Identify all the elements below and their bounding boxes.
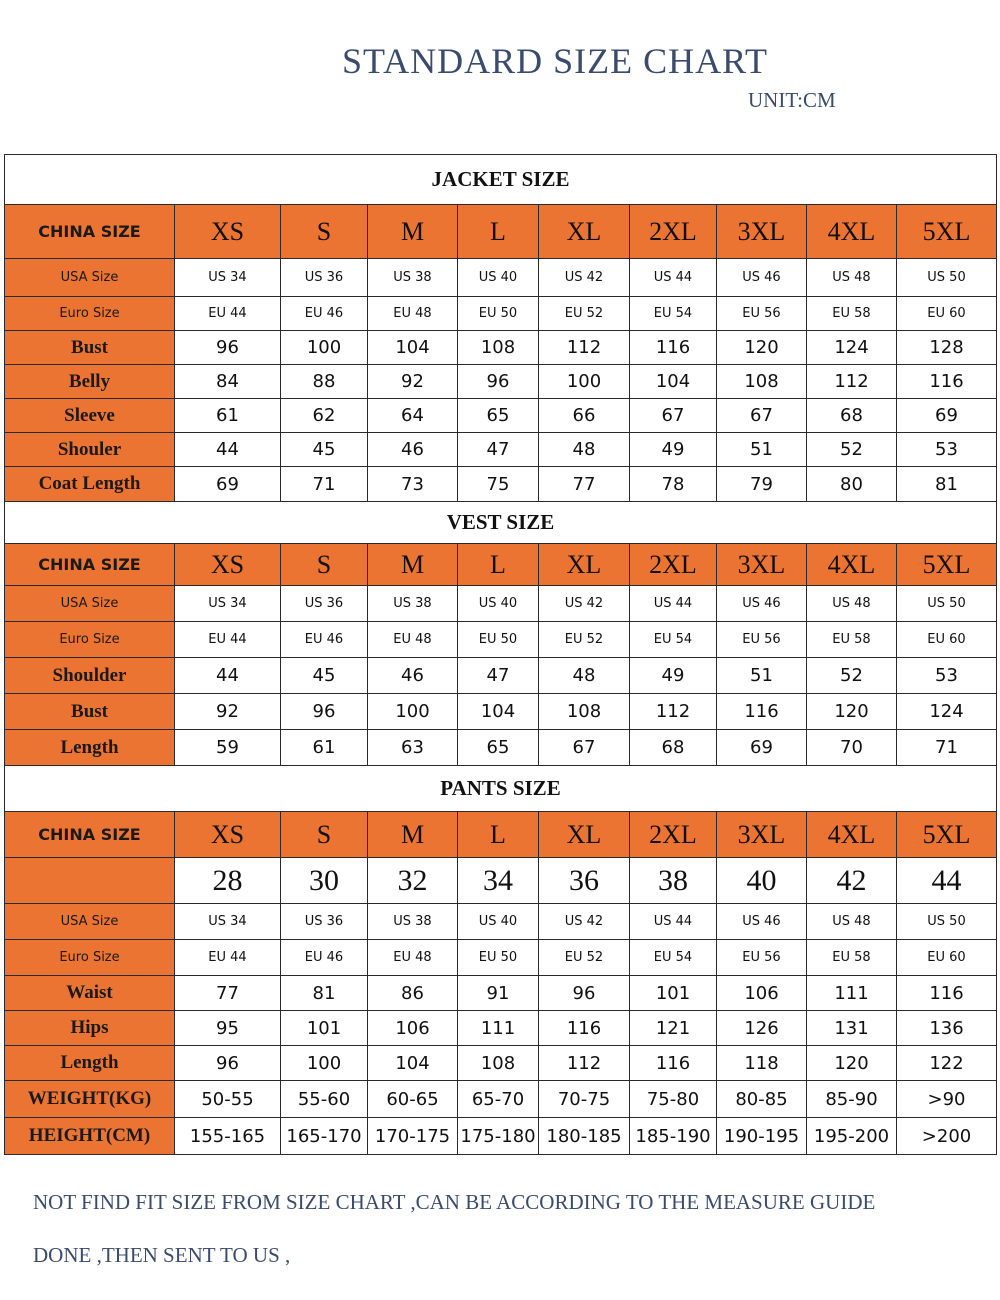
euro-size-cell: EU 60 bbox=[897, 297, 997, 331]
measurement-label: Sleeve bbox=[5, 399, 175, 433]
measurement-cell: 81 bbox=[897, 467, 997, 502]
measurement-cell: 116 bbox=[717, 694, 807, 730]
measurement-label: Bust bbox=[5, 694, 175, 730]
measurement-cell: 116 bbox=[897, 976, 997, 1011]
measure-note-line-1: NOT FIND FIT SIZE FROM SIZE CHART ,CAN BE ACCORDING TO THE MEASURE GUIDE bbox=[33, 1190, 876, 1214]
euro-size-cell: EU 46 bbox=[281, 297, 368, 331]
euro-size-cell: EU 44 bbox=[175, 940, 281, 976]
measurement-cell: 66 bbox=[539, 399, 630, 433]
measurement-cell: 61 bbox=[175, 399, 281, 433]
euro-size-cell: EU 44 bbox=[175, 297, 281, 331]
usa-size-cell: US 46 bbox=[717, 259, 807, 297]
size-cell: S bbox=[281, 812, 368, 858]
euro-size-row bbox=[5, 297, 997, 331]
measurement-cell: 69 bbox=[897, 399, 997, 433]
measurement-cell: 120 bbox=[807, 1046, 897, 1081]
euro-size-cell: EU 56 bbox=[717, 940, 807, 976]
euro-size-cell: EU 50 bbox=[458, 622, 539, 658]
measurement-cell: 69 bbox=[717, 730, 807, 766]
weight-height-cell: 80-85 bbox=[717, 1081, 807, 1118]
size-cell: S bbox=[281, 544, 368, 586]
measurement-cell: 104 bbox=[368, 1046, 458, 1081]
usa-size-cell: US 40 bbox=[458, 259, 539, 297]
measurement-cell: 116 bbox=[897, 365, 997, 399]
measurement-cell: 120 bbox=[717, 331, 807, 365]
measurement-cell: 71 bbox=[281, 467, 368, 502]
weight-height-cell: >200 bbox=[897, 1118, 997, 1155]
weight-height-cell: 185-190 bbox=[630, 1118, 717, 1155]
usa-size-label: USA Size bbox=[5, 259, 175, 297]
waist-inch-cell: 36 bbox=[539, 858, 630, 904]
weight-height-cell: 170-175 bbox=[368, 1118, 458, 1155]
measurement-cell: 116 bbox=[630, 1046, 717, 1081]
weight-height-cell: 195-200 bbox=[807, 1118, 897, 1155]
measurement-cell: 95 bbox=[175, 1011, 281, 1046]
measurement-cell: 49 bbox=[630, 433, 717, 467]
euro-size-cell: EU 48 bbox=[368, 940, 458, 976]
measurement-cell: 63 bbox=[368, 730, 458, 766]
weight-height-cell: 190-195 bbox=[717, 1118, 807, 1155]
measurement-cell: 52 bbox=[807, 433, 897, 467]
size-cell: 3XL bbox=[717, 812, 807, 858]
size-chart-table bbox=[4, 154, 997, 1155]
measurement-label: Bust bbox=[5, 331, 175, 365]
measurement-label: Shoulder bbox=[5, 658, 175, 694]
waist-inch-cell: 30 bbox=[281, 858, 368, 904]
china-size-row bbox=[5, 205, 997, 259]
measurement-cell: 126 bbox=[717, 1011, 807, 1046]
usa-size-cell: US 46 bbox=[717, 904, 807, 940]
size-cell: XS bbox=[175, 812, 281, 858]
measurement-cell: 116 bbox=[630, 331, 717, 365]
measurement-cell: 108 bbox=[539, 694, 630, 730]
euro-size-cell: EU 52 bbox=[539, 940, 630, 976]
usa-size-cell: US 34 bbox=[175, 904, 281, 940]
size-cell: 2XL bbox=[630, 812, 717, 858]
size-cell: L bbox=[458, 205, 539, 259]
euro-size-cell: EU 50 bbox=[458, 940, 539, 976]
waist-inch-cell: 42 bbox=[807, 858, 897, 904]
euro-size-cell: EU 50 bbox=[458, 297, 539, 331]
measurement-row bbox=[5, 976, 997, 1011]
measurement-label: Hips bbox=[5, 1011, 175, 1046]
usa-size-cell: US 38 bbox=[368, 259, 458, 297]
size-cell: 5XL bbox=[897, 205, 997, 259]
measurement-cell: 92 bbox=[175, 694, 281, 730]
usa-size-cell: US 50 bbox=[897, 586, 997, 622]
waist-inch-row bbox=[5, 858, 997, 904]
measurement-cell: 118 bbox=[717, 1046, 807, 1081]
usa-size-cell: US 48 bbox=[807, 586, 897, 622]
usa-size-cell: US 44 bbox=[630, 586, 717, 622]
measurement-cell: 70 bbox=[807, 730, 897, 766]
size-cell: XS bbox=[175, 544, 281, 586]
size-cell: L bbox=[458, 812, 539, 858]
measurement-cell: 91 bbox=[458, 976, 539, 1011]
measurement-cell: 101 bbox=[630, 976, 717, 1011]
size-cell: 5XL bbox=[897, 544, 997, 586]
usa-size-cell: US 38 bbox=[368, 586, 458, 622]
measurement-cell: 101 bbox=[281, 1011, 368, 1046]
china-size-label: CHINA SIZE bbox=[5, 544, 175, 586]
measurement-cell: 108 bbox=[458, 1046, 539, 1081]
euro-size-cell: EU 58 bbox=[807, 297, 897, 331]
measurement-cell: 77 bbox=[175, 976, 281, 1011]
measurement-cell: 61 bbox=[281, 730, 368, 766]
measurement-cell: 96 bbox=[175, 1046, 281, 1081]
euro-size-cell: EU 54 bbox=[630, 297, 717, 331]
measurement-cell: 124 bbox=[897, 694, 997, 730]
euro-size-cell: EU 58 bbox=[807, 622, 897, 658]
measurement-cell: 106 bbox=[368, 1011, 458, 1046]
measurement-cell: 84 bbox=[175, 365, 281, 399]
usa-size-cell: US 42 bbox=[539, 904, 630, 940]
measurement-cell: 62 bbox=[281, 399, 368, 433]
measurement-cell: 65 bbox=[458, 399, 539, 433]
measurement-row bbox=[5, 658, 997, 694]
size-cell: L bbox=[458, 544, 539, 586]
weight-height-cell: 75-80 bbox=[630, 1081, 717, 1118]
measurement-cell: 53 bbox=[897, 658, 997, 694]
measurement-cell: 44 bbox=[175, 658, 281, 694]
euro-size-cell: EU 56 bbox=[717, 622, 807, 658]
measurement-cell: 45 bbox=[281, 658, 368, 694]
measurement-cell: 67 bbox=[717, 399, 807, 433]
euro-size-row bbox=[5, 940, 997, 976]
measurement-cell: 112 bbox=[807, 365, 897, 399]
measurement-row bbox=[5, 730, 997, 766]
measurement-cell: 80 bbox=[807, 467, 897, 502]
measurement-cell: 47 bbox=[458, 658, 539, 694]
measurement-cell: 46 bbox=[368, 433, 458, 467]
euro-size-cell: EU 60 bbox=[897, 940, 997, 976]
section-title: VEST SIZE bbox=[5, 502, 997, 544]
measurement-cell: 81 bbox=[281, 976, 368, 1011]
unit-label: UNIT:CM bbox=[748, 88, 836, 112]
euro-size-label: Euro Size bbox=[5, 297, 175, 331]
size-cell: 3XL bbox=[717, 544, 807, 586]
weight-height-cell: 85-90 bbox=[807, 1081, 897, 1118]
measurement-row bbox=[5, 467, 997, 502]
usa-size-cell: US 40 bbox=[458, 586, 539, 622]
china-size-label: CHINA SIZE bbox=[5, 812, 175, 858]
measurement-cell: 51 bbox=[717, 433, 807, 467]
measurement-cell: 136 bbox=[897, 1011, 997, 1046]
measurement-label: Coat Length bbox=[5, 467, 175, 502]
weight-height-label: WEIGHT(KG) bbox=[5, 1081, 175, 1118]
measurement-cell: 78 bbox=[630, 467, 717, 502]
measurement-cell: 128 bbox=[897, 331, 997, 365]
usa-size-cell: US 48 bbox=[807, 259, 897, 297]
measurement-cell: 45 bbox=[281, 433, 368, 467]
weight-height-cell: 60-65 bbox=[368, 1081, 458, 1118]
usa-size-cell: US 34 bbox=[175, 259, 281, 297]
size-cell: 2XL bbox=[630, 205, 717, 259]
measurement-cell: 46 bbox=[368, 658, 458, 694]
usa-size-cell: US 44 bbox=[630, 904, 717, 940]
size-cell: 4XL bbox=[807, 812, 897, 858]
measurement-cell: 67 bbox=[630, 399, 717, 433]
measurement-row bbox=[5, 331, 997, 365]
measurement-cell: 48 bbox=[539, 658, 630, 694]
measurement-cell: 108 bbox=[717, 365, 807, 399]
usa-size-cell: US 38 bbox=[368, 904, 458, 940]
euro-size-cell: EU 56 bbox=[717, 297, 807, 331]
weight-height-cell: 70-75 bbox=[539, 1081, 630, 1118]
measurement-row bbox=[5, 1011, 997, 1046]
measurement-cell: 104 bbox=[630, 365, 717, 399]
euro-size-label: Euro Size bbox=[5, 622, 175, 658]
measurement-cell: 121 bbox=[630, 1011, 717, 1046]
measurement-cell: 112 bbox=[630, 694, 717, 730]
size-cell: M bbox=[368, 544, 458, 586]
section-header bbox=[5, 155, 997, 205]
usa-size-label: USA Size bbox=[5, 586, 175, 622]
page-title: STANDARD SIZE CHART bbox=[342, 41, 768, 81]
usa-size-cell: US 36 bbox=[281, 904, 368, 940]
measurement-cell: 96 bbox=[458, 365, 539, 399]
usa-size-cell: US 42 bbox=[539, 259, 630, 297]
measurement-cell: 96 bbox=[281, 694, 368, 730]
size-cell: XS bbox=[175, 205, 281, 259]
measurement-cell: 96 bbox=[539, 976, 630, 1011]
measurement-label: Shouler bbox=[5, 433, 175, 467]
measurement-cell: 100 bbox=[539, 365, 630, 399]
measurement-cell: 68 bbox=[807, 399, 897, 433]
measurement-cell: 49 bbox=[630, 658, 717, 694]
usa-size-label: USA Size bbox=[5, 904, 175, 940]
euro-size-cell: EU 60 bbox=[897, 622, 997, 658]
measurement-cell: 69 bbox=[175, 467, 281, 502]
size-cell: 4XL bbox=[807, 205, 897, 259]
section-title: JACKET SIZE bbox=[5, 155, 997, 205]
section-header bbox=[5, 502, 997, 544]
measurement-cell: 122 bbox=[897, 1046, 997, 1081]
waist-inch-cell: 40 bbox=[717, 858, 807, 904]
measurement-label: Belly bbox=[5, 365, 175, 399]
measurement-cell: 65 bbox=[458, 730, 539, 766]
measurement-cell: 112 bbox=[539, 331, 630, 365]
measurement-cell: 68 bbox=[630, 730, 717, 766]
size-cell: 4XL bbox=[807, 544, 897, 586]
measurement-cell: 112 bbox=[539, 1046, 630, 1081]
measurement-cell: 59 bbox=[175, 730, 281, 766]
usa-size-row bbox=[5, 259, 997, 297]
usa-size-cell: US 36 bbox=[281, 259, 368, 297]
waist-inch-cell: 38 bbox=[630, 858, 717, 904]
weight-height-cell: 180-185 bbox=[539, 1118, 630, 1155]
measurement-cell: 51 bbox=[717, 658, 807, 694]
measurement-cell: 73 bbox=[368, 467, 458, 502]
euro-size-cell: EU 52 bbox=[539, 297, 630, 331]
measurement-cell: 96 bbox=[175, 331, 281, 365]
measurement-cell: 131 bbox=[807, 1011, 897, 1046]
measurement-label: Length bbox=[5, 1046, 175, 1081]
euro-size-cell: EU 44 bbox=[175, 622, 281, 658]
measurement-cell: 111 bbox=[458, 1011, 539, 1046]
measurement-cell: 104 bbox=[368, 331, 458, 365]
measurement-cell: 71 bbox=[897, 730, 997, 766]
measurement-cell: 44 bbox=[175, 433, 281, 467]
size-cell: S bbox=[281, 205, 368, 259]
weight-height-cell: 50-55 bbox=[175, 1081, 281, 1118]
measurement-label: Waist bbox=[5, 976, 175, 1011]
measurement-cell: 79 bbox=[717, 467, 807, 502]
measurement-cell: 120 bbox=[807, 694, 897, 730]
usa-size-row bbox=[5, 904, 997, 940]
euro-size-cell: EU 54 bbox=[630, 940, 717, 976]
measurement-cell: 52 bbox=[807, 658, 897, 694]
size-cell: 5XL bbox=[897, 812, 997, 858]
section-title: PANTS SIZE bbox=[5, 766, 997, 812]
euro-size-cell: EU 54 bbox=[630, 622, 717, 658]
measurement-cell: 106 bbox=[717, 976, 807, 1011]
waist-inch-cell: 32 bbox=[368, 858, 458, 904]
waist-inch-cell: 34 bbox=[458, 858, 539, 904]
usa-size-cell: US 48 bbox=[807, 904, 897, 940]
measurement-cell: 100 bbox=[368, 694, 458, 730]
measurement-cell: 92 bbox=[368, 365, 458, 399]
euro-size-cell: EU 48 bbox=[368, 297, 458, 331]
euro-size-cell: EU 46 bbox=[281, 622, 368, 658]
measurement-cell: 111 bbox=[807, 976, 897, 1011]
measurement-cell: 64 bbox=[368, 399, 458, 433]
section-header bbox=[5, 766, 997, 812]
measurement-cell: 104 bbox=[458, 694, 539, 730]
size-cell: XL bbox=[539, 812, 630, 858]
weight-height-row bbox=[5, 1118, 997, 1155]
waist-inch-label bbox=[5, 858, 175, 904]
weight-height-cell: >90 bbox=[897, 1081, 997, 1118]
measurement-cell: 77 bbox=[539, 467, 630, 502]
size-cell: XL bbox=[539, 205, 630, 259]
china-size-label: CHINA SIZE bbox=[5, 205, 175, 259]
measurement-row bbox=[5, 1046, 997, 1081]
measurement-cell: 100 bbox=[281, 331, 368, 365]
euro-size-cell: EU 52 bbox=[539, 622, 630, 658]
waist-inch-cell: 28 bbox=[175, 858, 281, 904]
measurement-cell: 67 bbox=[539, 730, 630, 766]
measurement-cell: 48 bbox=[539, 433, 630, 467]
measurement-label: Length bbox=[5, 730, 175, 766]
size-cell: 2XL bbox=[630, 544, 717, 586]
usa-size-cell: US 42 bbox=[539, 586, 630, 622]
measurement-cell: 47 bbox=[458, 433, 539, 467]
usa-size-cell: US 44 bbox=[630, 259, 717, 297]
measurement-cell: 116 bbox=[539, 1011, 630, 1046]
euro-size-row bbox=[5, 622, 997, 658]
usa-size-cell: US 50 bbox=[897, 259, 997, 297]
weight-height-cell: 155-165 bbox=[175, 1118, 281, 1155]
measurement-row bbox=[5, 399, 997, 433]
measurement-cell: 124 bbox=[807, 331, 897, 365]
weight-height-cell: 55-60 bbox=[281, 1081, 368, 1118]
waist-inch-cell: 44 bbox=[897, 858, 997, 904]
china-size-row bbox=[5, 812, 997, 858]
measure-note-line-2: DONE ,THEN SENT TO US , bbox=[33, 1243, 291, 1267]
measurement-cell: 100 bbox=[281, 1046, 368, 1081]
measurement-row bbox=[5, 365, 997, 399]
euro-size-cell: EU 46 bbox=[281, 940, 368, 976]
usa-size-cell: US 40 bbox=[458, 904, 539, 940]
measurement-row bbox=[5, 433, 997, 467]
weight-height-cell: 65-70 bbox=[458, 1081, 539, 1118]
usa-size-cell: US 34 bbox=[175, 586, 281, 622]
measurement-cell: 88 bbox=[281, 365, 368, 399]
size-cell: 3XL bbox=[717, 205, 807, 259]
measurement-cell: 86 bbox=[368, 976, 458, 1011]
measurement-cell: 75 bbox=[458, 467, 539, 502]
measurement-cell: 108 bbox=[458, 331, 539, 365]
weight-height-cell: 175-180 bbox=[458, 1118, 539, 1155]
euro-size-cell: EU 58 bbox=[807, 940, 897, 976]
usa-size-cell: US 46 bbox=[717, 586, 807, 622]
weight-height-cell: 165-170 bbox=[281, 1118, 368, 1155]
size-cell: M bbox=[368, 205, 458, 259]
euro-size-cell: EU 48 bbox=[368, 622, 458, 658]
measurement-row bbox=[5, 694, 997, 730]
size-cell: M bbox=[368, 812, 458, 858]
size-cell: XL bbox=[539, 544, 630, 586]
usa-size-row bbox=[5, 586, 997, 622]
weight-height-label: HEIGHT(CM) bbox=[5, 1118, 175, 1155]
usa-size-cell: US 36 bbox=[281, 586, 368, 622]
euro-size-label: Euro Size bbox=[5, 940, 175, 976]
measurement-cell: 53 bbox=[897, 433, 997, 467]
china-size-row bbox=[5, 544, 997, 586]
usa-size-cell: US 50 bbox=[897, 904, 997, 940]
weight-height-row bbox=[5, 1081, 997, 1118]
